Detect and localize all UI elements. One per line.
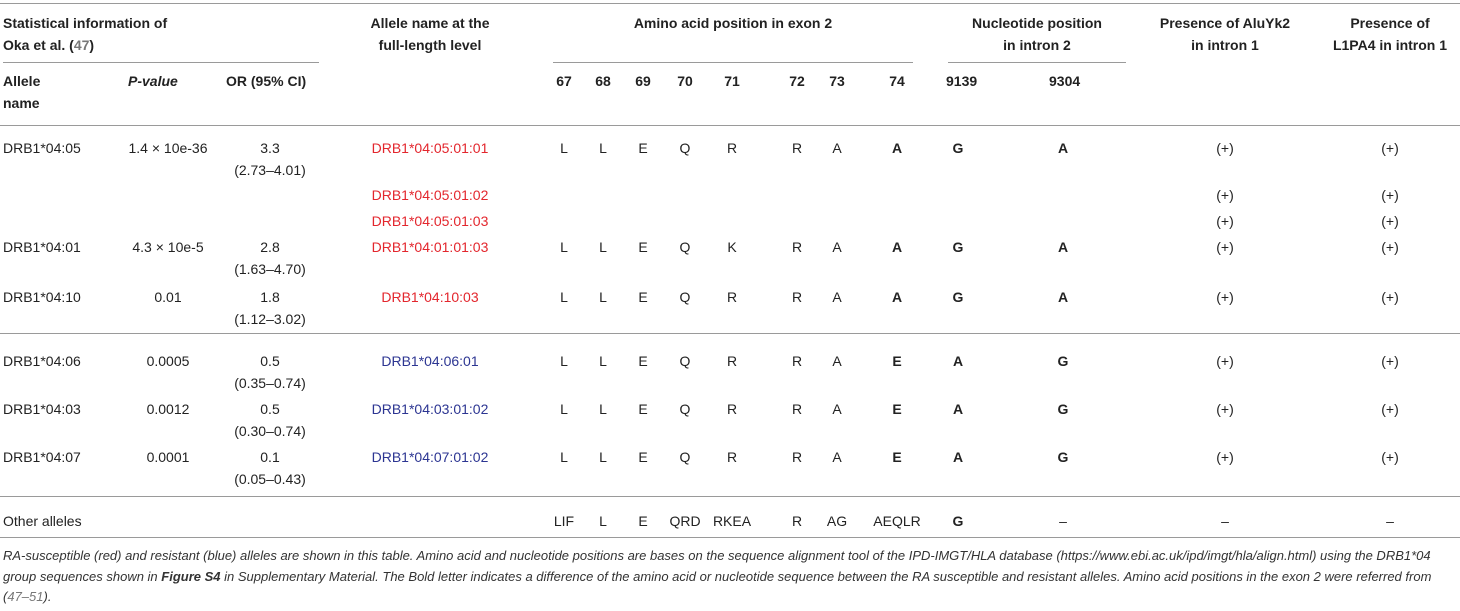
aa-cell-68: L [599,239,607,255]
aa-cell-72: R [791,401,803,417]
aa-cell-69: E [638,239,648,255]
aa-cell-72: R [791,289,803,305]
nt-cell-9139: G [952,289,964,305]
nt-cell-9139: A [952,401,964,417]
l1pa4-presence-cell: (+) [1381,187,1399,203]
nt-cell-9304: A [1057,289,1069,305]
l1pa4-presence-cell: (+) [1381,353,1399,369]
aa-cell-69: E [638,140,648,156]
aa-cell-70: Q [679,353,691,369]
aa-cell-70: Q [679,239,691,255]
nucleotide-heading [948,12,1126,56]
aa-position-67: 67 [556,73,572,89]
ci-cell: (1.12–3.02) [234,311,306,327]
pvalue-cell: 0.01 [154,289,182,305]
aa-position-73: 73 [829,73,845,89]
aluyk2-presence-cell: – [1221,513,1229,529]
aa-cell-68: L [599,289,607,305]
l1pa4-line1: Presence of [1350,15,1430,31]
aa-cell-68: L [599,401,607,417]
aluyk2-presence-cell: (+) [1216,401,1234,417]
aa-cell-72: R [791,353,803,369]
aa-position-68: 68 [595,73,611,89]
ci-cell: (0.35–0.74) [234,375,306,391]
nt-position-9139: 9139 [946,73,978,89]
aluyk2-line1: Presence of AluYk2 [1159,15,1291,31]
nt-cell-9304: – [1059,513,1067,529]
l1pa4-presence-cell: – [1386,513,1394,529]
aa-cell-71: K [727,239,737,255]
aluyk2-line2: in intron 1 [1191,37,1259,53]
pvalue-cell: 1.4 × 10e-36 [128,140,208,156]
nt-cell-9304: G [1057,449,1069,465]
l1pa4-presence-cell: (+) [1381,239,1399,255]
aa-cell-73: A [832,140,842,156]
aa-cell-69: E [638,513,648,529]
aa-position-72: 72 [789,73,805,89]
full-length-allele-cell: DRB1*04:05:01:01 [371,140,489,156]
nt-cell-9304: A [1057,239,1069,255]
figure-s4-link[interactable]: Figure S4 [161,568,221,584]
full-length-allele-cell: DRB1*04:01:01:03 [371,239,489,255]
aluyk2-presence-cell: (+) [1216,239,1234,255]
aa-cell-74: E [892,449,902,465]
allele-name-line1: Allele [3,73,41,89]
footnote-text-1: RA-susceptible (red) and resistant (blue) alleles are shown in this table. Amino acid and nucleotide positions are bases on the sequence alignment tool of the IPD-IMGT/HLA database (https://www.ebi.ac.uk/ipd/imgt/hla/align.html) using the DRB1*04 group sequences shown in [3,548,1431,584]
full-length-allele-cell: DRB1*04:10:03 [381,289,479,305]
reference-link[interactable]: 47 [73,37,90,53]
aa-cell-74: A [891,239,903,255]
stat-info-heading [3,12,167,56]
ci-cell: (1.63–4.70) [234,261,306,277]
aa-cell-73: AG [826,513,848,529]
aluyk2-presence-cell: (+) [1216,289,1234,305]
aa-cell-67: L [560,140,568,156]
allele-name-cell: DRB1*04:07 [3,449,81,465]
aluyk2-presence-cell: (+) [1216,187,1234,203]
or-value-cell: 3.3 [260,140,280,156]
aa-cell-71: R [726,449,738,465]
allele-name-cell: DRB1*04:10 [3,289,81,305]
l1pa4-presence-cell: (+) [1381,140,1399,156]
aa-cell-73: A [832,353,842,369]
aa-cell-68: L [599,353,607,369]
aa-cell-67: L [560,289,568,305]
allele-fulllength-heading [340,12,520,56]
or-value-cell: 1.8 [260,289,280,305]
l1pa4-line2: L1PA4 in intron 1 [1332,37,1448,53]
aa-cell-69: E [638,401,648,417]
aa-cell-70: QRD [669,513,701,529]
aa-cell-72: R [791,449,803,465]
aa-position-69: 69 [635,73,651,89]
amino-acid-heading: Amino acid position in exon 2 [633,15,833,31]
pvalue-cell: 0.0012 [146,401,190,417]
group-separator-rule [0,333,1460,334]
aa-cell-74: A [891,140,903,156]
aa-cell-74: E [892,353,902,369]
l1pa4-presence-cell: (+) [1381,213,1399,229]
allele-name-heading [3,70,40,114]
nucleotide-line1: Nucleotide position [972,15,1102,31]
allele-name-line2: name [3,95,40,111]
full-length-allele-cell: DRB1*04:03:01:02 [371,401,489,417]
aa-cell-68: L [599,140,607,156]
table-bottom-rule [0,537,1460,538]
aa-cell-72: R [791,513,803,529]
aa-cell-67: L [560,353,568,369]
aa-cell-74: E [892,401,902,417]
aa-cell-67: LIF [553,513,575,529]
aa-cell-71: R [726,289,738,305]
full-length-allele-cell: DRB1*04:05:01:03 [371,213,489,229]
nt-cell-9304: A [1057,140,1069,156]
or-value-cell: 0.1 [260,449,280,465]
nt-cell-9139: A [952,449,964,465]
aa-position-71: 71 [724,73,740,89]
full-length-allele-cell: DRB1*04:06:01 [381,353,479,369]
amino-acid-underline [553,62,913,63]
aa-cell-67: L [560,239,568,255]
full-length-allele-cell: DRB1*04:07:01:02 [371,449,489,465]
aa-cell-67: L [560,401,568,417]
aa-cell-70: Q [679,449,691,465]
aa-cell-68: L [599,449,607,465]
aa-cell-74: A [891,289,903,305]
allele-fulllength-line1: Allele name at the [370,15,490,31]
ci-cell: (2.73–4.01) [234,162,306,178]
or-value-cell: 2.8 [260,239,280,255]
aa-cell-69: E [638,289,648,305]
aa-cell-72: R [791,140,803,156]
nt-position-9304: 9304 [1049,73,1081,89]
allele-name-cell: DRB1*04:05 [3,140,81,156]
header-bottom-rule [0,125,1460,126]
aa-cell-70: Q [679,140,691,156]
pvalue-heading: P-value [128,73,178,89]
nt-cell-9139: G [952,239,964,255]
aa-cell-73: A [832,449,842,465]
aluyk2-presence-cell: (+) [1216,140,1234,156]
others-separator-rule [0,496,1460,497]
l1pa4-presence-cell: (+) [1381,289,1399,305]
aluyk2-presence-cell: (+) [1216,353,1234,369]
full-length-allele-cell: DRB1*04:05:01:02 [371,187,489,203]
aa-position-74: 74 [889,73,905,89]
aa-cell-73: A [832,289,842,305]
footnote-text-2: in Supplementary Material. The Bold letter indicates a difference of the amino acid or nucleotide sequence between the RA susceptible and resistant alleles. Amino acid positions in the exon 2 were referred from ( [3,568,1432,604]
pvalue-cell: 4.3 × 10e-5 [132,239,204,255]
stat-info-heading-line1: Statistical information of [3,15,168,31]
aluyk2-heading [1145,12,1305,56]
pvalue-cell: 0.0001 [146,449,190,465]
aa-cell-71: R [726,140,738,156]
nt-cell-9304: G [1057,353,1069,369]
stat-info-heading-line2: Oka et al. (47) [3,37,95,53]
references-link[interactable]: 47–51 [7,589,44,604]
aa-cell-73: A [832,401,842,417]
aa-cell-70: Q [679,401,691,417]
ci-cell: (0.05–0.43) [234,471,306,487]
aa-cell-74: AEQLR [873,513,921,529]
aa-cell-67: L [560,449,568,465]
aluyk2-presence-cell: (+) [1216,213,1234,229]
allele-name-cell: DRB1*04:01 [3,239,81,255]
allele-name-cell: DRB1*04:03 [3,401,81,417]
l1pa4-presence-cell: (+) [1381,449,1399,465]
ci-cell: (0.30–0.74) [234,423,306,439]
aluyk2-presence-cell: (+) [1216,449,1234,465]
top-rule [0,3,1460,4]
aa-cell-68: L [599,513,607,529]
l1pa4-presence-cell: (+) [1381,401,1399,417]
footnote-text-3: ). [43,589,52,604]
or-value-cell: 0.5 [260,401,280,417]
aa-cell-69: E [638,449,648,465]
nucleotide-underline [948,62,1126,63]
aa-cell-73: A [832,239,842,255]
aa-position-70: 70 [677,73,693,89]
aa-cell-72: R [791,239,803,255]
nt-cell-9139: G [952,513,964,529]
aa-cell-71: R [726,401,738,417]
nt-cell-9139: A [952,353,964,369]
aa-cell-69: E [638,353,648,369]
pvalue-cell: 0.0005 [146,353,190,369]
allele-name-cell: DRB1*04:06 [3,353,81,369]
aa-cell-70: Q [679,289,691,305]
nt-cell-9304: G [1057,401,1069,417]
stat-info-underline [3,62,319,63]
nucleotide-line2: in intron 2 [1003,37,1071,53]
l1pa4-heading [1320,12,1460,56]
aa-cell-71: RKEA [712,513,752,529]
or-value-cell: 0.5 [260,353,280,369]
nt-cell-9139: G [952,140,964,156]
table-footnote [3,546,1455,608]
allele-name-cell: Other alleles [3,513,82,529]
aa-cell-71: R [726,353,738,369]
allele-fulllength-line2: full-length level [378,37,482,53]
or-heading: OR (95% CI) [226,73,307,89]
